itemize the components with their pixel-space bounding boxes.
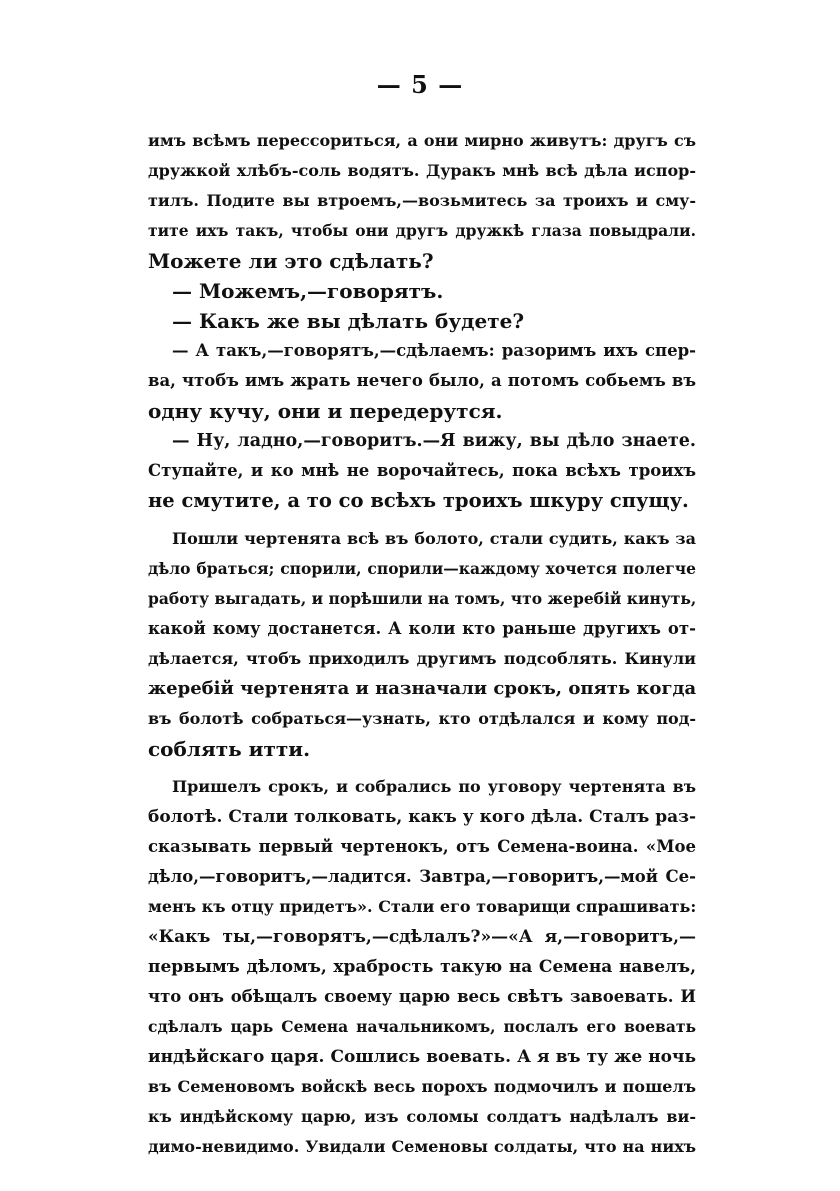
text-line: димо-невидимо. Увидали Семеновы солдаты, что на нихъ xyxy=(148,1137,696,1156)
text-line: дѣлается, чтобъ приходилъ другимъ подсоблять. Кинули xyxy=(148,649,696,668)
text-line: тите ихъ такъ, чтобы они другъ дружкѣ глаза повыдрали. xyxy=(148,221,696,240)
text-line: — Какъ же вы дѣлать будете? xyxy=(172,309,525,333)
text-line: Пришелъ срокъ, и собрались по уговору чертенята въ xyxy=(172,777,696,796)
text-line: — Ну, ладно,—говоритъ.—Я вижу, вы дѣло знаете. xyxy=(172,431,696,451)
text-line: не смутите, а то со всѣхъ троихъ шкуру спущу. xyxy=(148,489,689,512)
page-number: — 5 — xyxy=(376,70,464,99)
text-line: къ индѣйскому царю, изъ соломы солдатъ надѣлалъ ви- xyxy=(148,1107,696,1126)
text-line: сказывать первый чертенокъ, отъ Семена-воина. «Мое xyxy=(148,837,696,856)
text-line: какой кому достанется. А коли кто раньше другихъ от- xyxy=(148,619,696,638)
text-line: что онъ обѣщалъ своему царю весь свѣтъ завоевать. И xyxy=(148,987,696,1006)
text-line: дѣло,—говоритъ,—ладится. Завтра,—говоритъ,—мой Се- xyxy=(148,867,696,886)
text-line: дѣло браться; спорили, спорили—каждому хочется полегче xyxy=(148,559,696,578)
text-line: Пошли чертенята всѣ въ болото, стали судить, какъ за xyxy=(172,529,696,548)
paragraph-gap xyxy=(148,516,696,524)
text-line: — Можемъ,—говорятъ. xyxy=(172,279,444,303)
text-line: — А такъ,—говорятъ,—сдѣлаемъ: разоримъ ихъ спер- xyxy=(172,341,696,360)
text-body xyxy=(148,126,696,1162)
text-line: менъ къ отцу придетъ». Стали его товарищи спрашивать: xyxy=(148,897,696,916)
text-line: «Какъ ты,—говорятъ,—сдѣлалъ?»—«А я,—говоритъ,— xyxy=(148,927,696,947)
text-line: жеребій чертенята и назначали срокъ, опять когда xyxy=(148,678,696,699)
text-line: тилъ. Подите вы втроемъ,—возьмитесь за троихъ и сму- xyxy=(148,191,696,210)
text-line: Ступайте, и ко мнѣ не ворочайтесь, пока всѣхъ троихъ xyxy=(148,461,696,480)
text-line: дружкой хлѣбъ-соль водятъ. Дуракъ мнѣ всѣ дѣла испор- xyxy=(148,161,696,180)
text-line: соблять итти. xyxy=(148,737,311,761)
text-line: работу выгадать, и порѣшили на томъ, что жеребій кинуть, xyxy=(148,589,696,608)
text-line: индѣйскаго царя. Сошлись воевать. А я въ ту же ночь xyxy=(148,1047,696,1067)
paragraph-gap xyxy=(148,764,696,772)
text-line: болотѣ. Стали толковать, какъ у кого дѣла. Сталъ раз- xyxy=(148,807,696,827)
text-line: сдѣлалъ царь Семена начальникомъ, послалъ его воевать xyxy=(148,1017,696,1036)
text-line: одну кучу, они и передерутся. xyxy=(148,399,503,423)
text-line: Можете ли это сдѣлать? xyxy=(148,249,434,273)
text-line: въ Семеновомъ войскѣ весь порохъ подмочилъ и пошелъ xyxy=(148,1077,696,1096)
text-line: ва, чтобъ имъ жрать нечего было, а потомъ собьемъ въ xyxy=(148,371,696,390)
text-line: первымъ дѣломъ, храбрость такую на Семена навелъ, xyxy=(148,957,696,977)
text-line: имъ всѣмъ перессориться, а они мирно живутъ: другъ съ xyxy=(148,131,696,150)
text-line: въ болотѣ собраться—узнать, кто отдѣлался и кому под- xyxy=(148,709,696,728)
